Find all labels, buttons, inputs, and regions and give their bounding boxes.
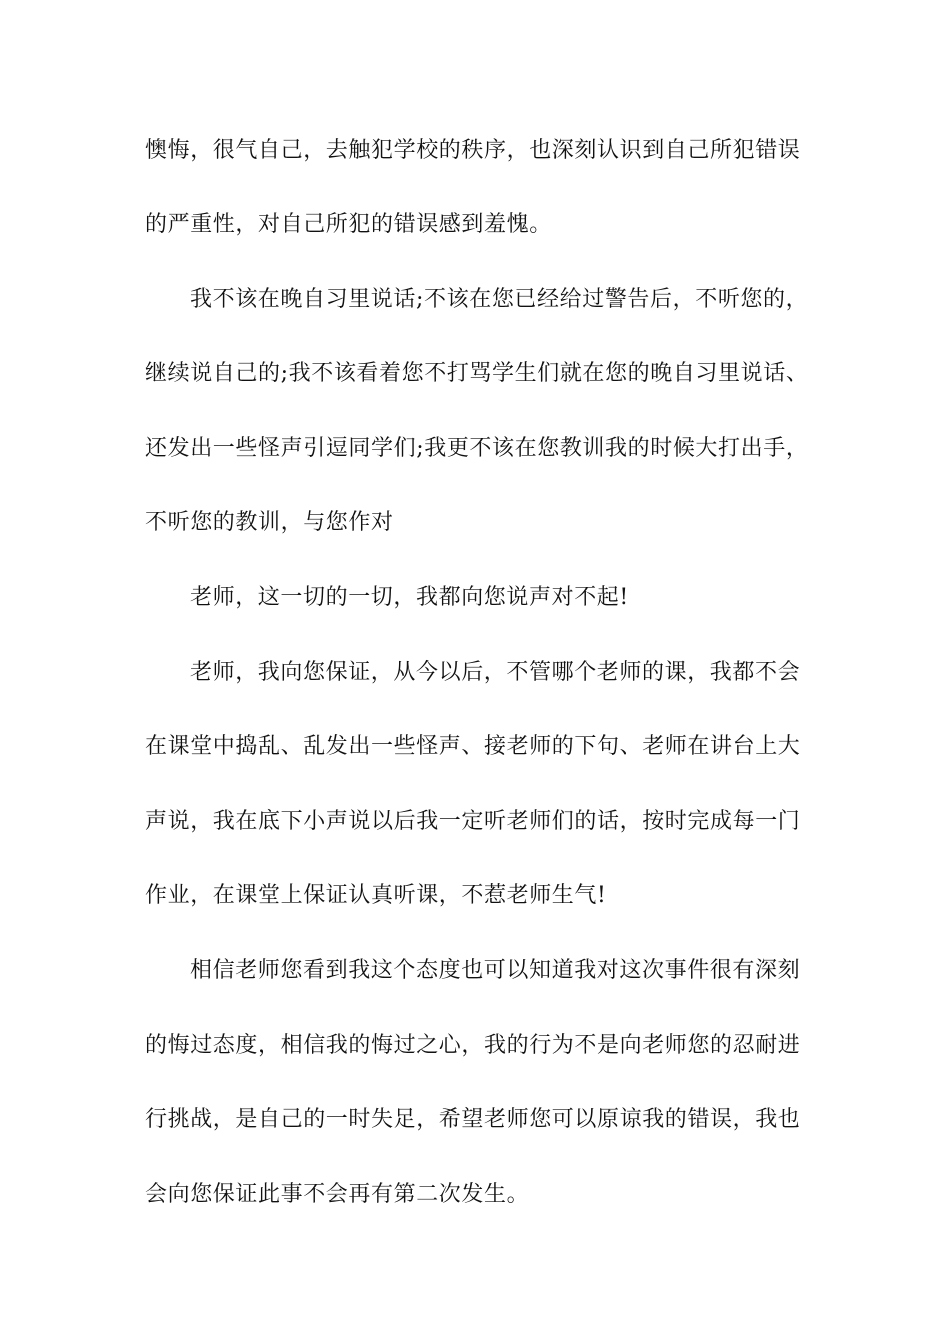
text-line: 在课堂中捣乱、乱发出一些怪声、接老师的下句、老师在讲台上大 bbox=[145, 734, 801, 759]
text-line: 老师，这一切的一切，我都向您说声对不起! bbox=[190, 585, 629, 610]
text-line: 行挑战，是自己的一时失足，希望老师您可以原谅我的错误，我也 bbox=[145, 1107, 801, 1132]
text-line: 不听您的教训，与您作对 bbox=[145, 510, 394, 535]
text-line: 继续说自己的;我不该看着您不打骂学生们就在您的晚自习里说话、 bbox=[145, 361, 809, 386]
text-line: 我不该在晚自习里说话;不该在您已经给过警告后，不听您的， bbox=[190, 287, 809, 312]
text-line: 还发出一些怪声引逗同学们;我更不该在您教训我的时候大打出手， bbox=[145, 436, 809, 461]
text-line: 老师，我向您保证，从今以后，不管哪个老师的课，我都不会 bbox=[190, 660, 801, 685]
text-line: 声说，我在底下小声说以后我一定听老师们的话，按时完成每一门 bbox=[145, 809, 801, 834]
text-line: 会向您保证此事不会再有第二次发生。 bbox=[145, 1182, 530, 1207]
text-line: 作业，在课堂上保证认真听课，不惹老师生气! bbox=[145, 883, 607, 908]
text-line: 的悔过态度，相信我的悔过之心，我的行为不是向老师您的忍耐进 bbox=[145, 1033, 801, 1058]
text-line: 懊悔，很气自己，去触犯学校的秩序，也深刻认识到自己所犯错误 bbox=[145, 138, 801, 163]
text-line: 相信老师您看到我这个态度也可以知道我对这次事件很有深刻 bbox=[190, 958, 801, 983]
text-line: 的严重性，对自己所犯的错误感到羞愧。 bbox=[145, 212, 552, 237]
